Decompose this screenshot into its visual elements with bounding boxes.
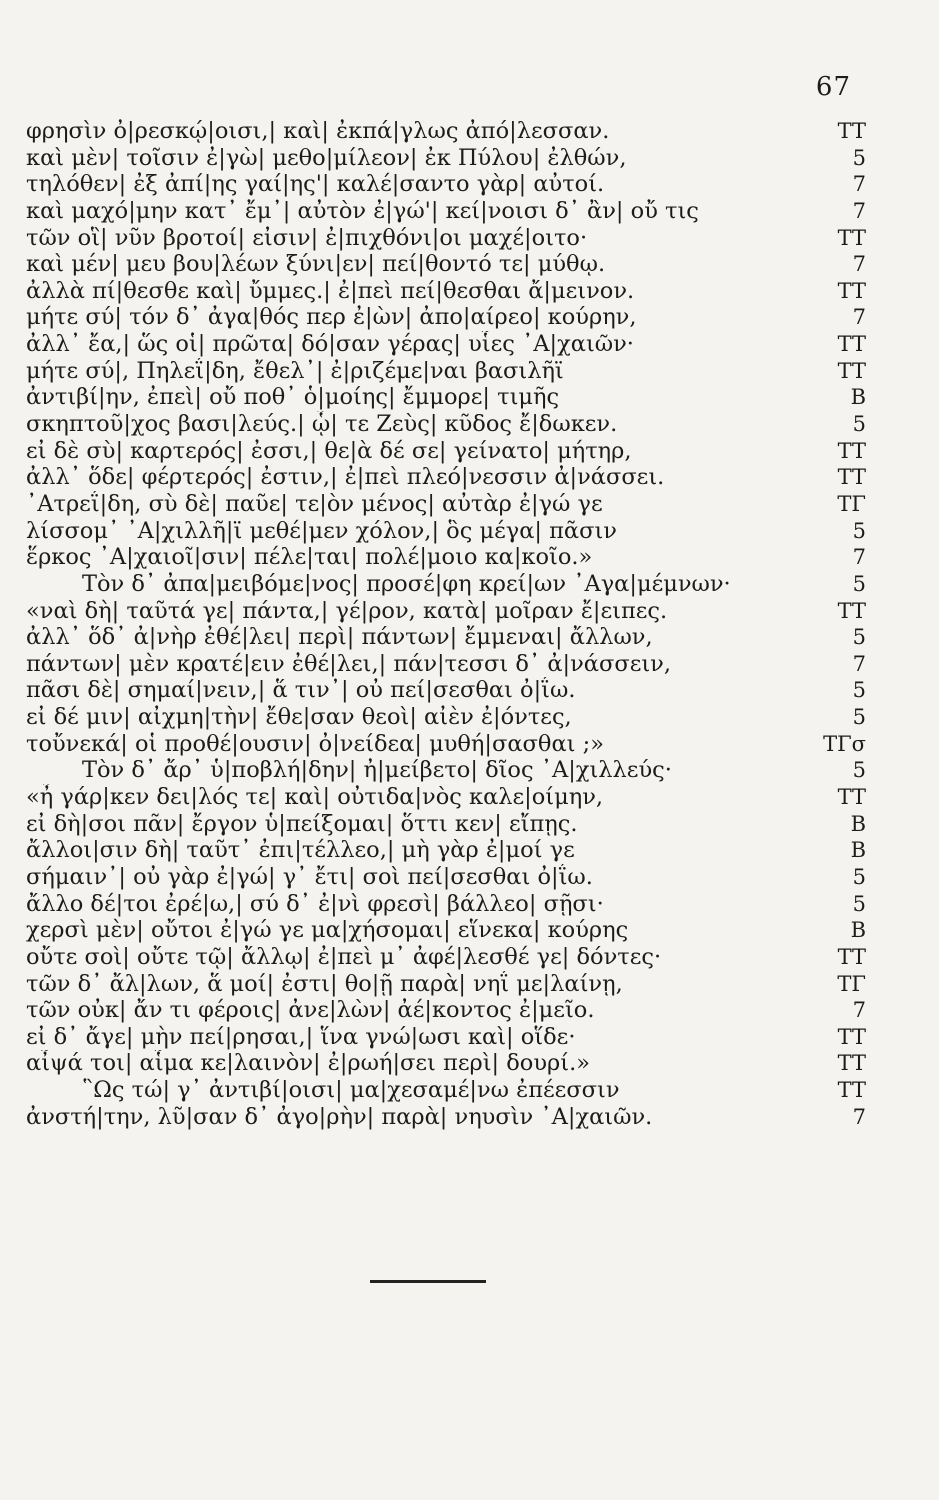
metrical-mark: TT [837,225,866,250]
verse-text: εἰ δέ μιν| αἰχμη|τὴν| ἔθε|σαν θεοὶ| αἰὲν ἐ|όντες, [26,704,572,731]
metrical-mark: 7 [852,1104,866,1129]
metrical-mark: TT [837,944,866,969]
verse-line [26,997,866,1024]
verse-text: εἰ δ᾽ ἄγε| μὴν πεί|ρησαι,| ἵνα γνώ|ωσι καὶ| οἵδε· [26,1023,576,1050]
metrical-mark: 5 [852,678,866,703]
metrical-mark: TT [837,278,866,303]
metrical-mark: B [850,918,866,943]
verse-text: καὶ μέν| μευ βου|λέων ξύνι|εν| πεί|θοντό τε| μύθῳ. [26,251,606,278]
verse-line [26,145,866,172]
page-number: 67 [815,72,851,102]
verse-text: καὶ μαχό|μην κατ᾽ ἔμ᾽| αὐτὸν ἐ|γώ'| κεί|νοισι δ᾽ ἂν| οὔ τις [26,197,699,224]
verse-line [26,1050,866,1077]
verse-line [26,464,866,491]
verse-text: ἀλλ᾽ ὅδε| φέρτερός| ἐστιν,| ἐ|πεὶ πλεό|νεσσιν ἀ|νάσσει. [26,464,665,491]
verse-line [26,278,866,305]
verse-block [26,118,866,1130]
verse-line [26,491,866,518]
verse-line [26,518,866,545]
metrical-mark: TT [837,1078,866,1103]
metrical-mark: TT [837,332,866,357]
metrical-mark: 5 [852,625,866,650]
verse-text: τοὔνεκά| οἱ προθέ|ουσιν| ὀ|νείδεα| μυθή|σασθαι ;» [26,730,604,757]
verse-line [26,118,866,145]
verse-text: τηλόθεν| ἐξ ἀπί|ης γαί|ης'| καλέ|σαντο γὰρ| αὐτοί. [26,171,605,198]
verse-line [26,1077,866,1104]
verse-text: χερσὶ μὲν| οὔτοι ἐ|γώ γε μα|χήσομαι| εἵνεκα| κούρης [26,917,629,944]
metrical-mark: TT [837,438,866,463]
metrical-mark: B [850,811,866,836]
verse-text: ᾽Ατρεΐ|δη, σὺ δὲ| παῦε| τε|ὸν μένος| αὐτὰρ ἐ|γώ γε [26,490,603,517]
verse-text: εἰ δὲ σὺ| καρτερός| ἐσσι,| θε|ὰ δέ σε| γείνατο| μήτηρ, [26,437,632,464]
verse-line [26,171,866,198]
verse-text: τῶν οὐκ| ἄν τι φέροις| ἀνε|λὼν| ἀέ|κοντος ἐ|μεῖο. [26,997,595,1024]
metrical-mark: 5 [852,891,866,916]
verse-text: Τὸν δ᾽ ἀπα|μειβόμε|νος| προσέ|φη κρεί|ων ᾽Αγα|μέμνων· [82,570,731,597]
verse-text: μήτε σύ|, Πηλεΐ|δη, ἔθελ᾽| ἐ|ριζέμε|ναι βασιλῆϊ [26,357,564,384]
verse-text: σκηπτοῦ|χος βασι|λεύς.| ᾧ| τε Ζεὺς| κῦδος ἔ|δωκεν. [26,411,618,438]
metrical-mark: TT [837,1024,866,1049]
metrical-mark: 7 [852,545,866,570]
verse-line [26,438,866,465]
verse-text: τῶν οἳ| νῦν βροτοί| εἰσιν| ἐ|πιχθόνι|οι μαχέ|οιτο· [26,224,588,251]
metrical-mark: 7 [852,252,866,277]
verse-line [26,891,866,918]
metrical-mark: TT [837,785,866,810]
verse-line [26,598,866,625]
verse-line [26,384,866,411]
verse-text: ἀλλ᾽ ὅδ᾽ ἀ|νὴρ ἐθέ|λει| περὶ| πάντων| ἔμμεναι| ἄλλων, [26,624,653,651]
verse-text: ἄλλο δέ|τοι ἐρέ|ω,| σύ δ᾽ ἐ|νὶ φρεσὶ| βάλλεο| σῇσι· [26,890,604,917]
verse-text: ἀνστή|την, λῦ|σαν δ᾽ ἀγο|ρὴν| παρὰ| νηυσὶν ᾽Α|χαιῶν. [26,1103,653,1130]
verse-line [26,1024,866,1051]
verse-line [26,837,866,864]
verse-text: τῶν δ᾽ ἄλ|λων, ἅ μοί| ἐστι| θο|ῇ παρὰ| νηΐ με|λαίνῃ, [26,970,623,997]
verse-text: Τὸν δ᾽ ἄρ᾽ ὑ|ποβλή|δην| ἠ|μείβετο| δῖος ᾽Α|χιλλεύς· [82,757,672,784]
verse-text: ἀλλὰ πί|θεσθε καὶ| ὔμμες.| ἐ|πεὶ πεί|θεσθαι ἄ|μεινον. [26,277,635,304]
verse-line [26,971,866,998]
metrical-mark: TT [837,358,866,383]
verse-line [26,731,866,758]
verse-line [26,784,866,811]
verse-text: ἀλλ᾽ ἔα,| ὥς οἱ| πρῶτα| δό|σαν γέρας| υἷες ᾽Α|χαιῶν· [26,331,634,358]
metrical-mark: TT [837,465,866,490]
metrical-mark: B [850,838,866,863]
verse-line [26,198,866,225]
metrical-mark: TT [837,119,866,143]
metrical-mark: TΓ [837,971,866,996]
metrical-mark: 5 [852,705,866,730]
metrical-mark: 5 [852,758,866,783]
verse-line [26,944,866,971]
section-rule [370,1280,486,1283]
verse-line [26,624,866,651]
verse-line [26,757,866,784]
metrical-mark: 5 [852,571,866,596]
verse-text: οὔτε σοὶ| οὔτε τῷ| ἄλλῳ| ἐ|πεὶ μ᾽ ἀφέ|λεσθέ γε| δόντες· [26,943,662,970]
verse-text: ῝Ως τώ| γ᾽ ἀντιβί|οισι| μα|χεσαμέ|νω ἐπέεσσιν [82,1077,620,1104]
verse-text: πάντων| μὲν κρατέ|ειν ἐθέ|λει,| πάν|τεσσι δ᾽ ἀ|νάσσειν, [26,650,672,677]
metrical-mark: 7 [852,172,866,197]
metrical-mark: 7 [852,651,866,676]
verse-text: φρησὶν ὀ|ρεσκῴ|οισι,| καὶ| ἐκπά|γλως ἀπό|λεσσαν. [26,118,610,144]
verse-text: εἰ δὴ|σοι πᾶν| ἔργον ὑ|πείξομαι| ὅττι κεν| εἴπῃς. [26,810,578,837]
verse-text: ἀντιβί|ην, ἐπεὶ| οὔ ποθ᾽ ὁ|μοίης| ἔμμορε| τιμῆς [26,384,560,411]
metrical-mark: 5 [852,412,866,437]
verse-line [26,331,866,358]
metrical-mark: TT [837,598,866,623]
verse-line [26,411,866,438]
verse-line [26,864,866,891]
verse-line [26,304,866,331]
verse-line [26,704,866,731]
metrical-mark: 5 [852,145,866,170]
verse-text: μήτε σύ| τόν δ᾽ ἀγα|θός περ ἐ|ὼν| ἀπο|αίρεο| κούρην, [26,304,637,331]
verse-line [26,677,866,704]
verse-text: λίσσομ᾽ ᾽Α|χιλλῆ|ϊ μεθέ|μεν χόλον,| ὃς μέγα| πᾶσιν [26,517,617,544]
verse-line [26,225,866,252]
verse-text: αἶψά τοι| αἷμα κε|λαινὸν| ἐ|ρωή|σει περὶ| δουρί.» [26,1050,590,1077]
verse-text: σήμαιν᾽| οὐ γὰρ ἐ|γώ| γ᾽ ἔτι| σοὶ πεί|σεσθαι ὀ|ΐω. [26,863,593,890]
metrical-mark: 7 [852,198,866,223]
metrical-mark: B [850,385,866,410]
verse-line [26,544,866,571]
metrical-mark: 5 [852,518,866,543]
metrical-mark: 5 [852,864,866,889]
verse-line [26,1104,866,1131]
verse-line [26,251,866,278]
verse-line [26,811,866,838]
metrical-mark: 7 [852,998,866,1023]
verse-text: «ἦ γάρ|κεν δει|λός τε| καὶ| οὐτιδα|νὸς καλε|οίμην, [26,784,604,811]
metrical-mark: TΓσ [823,731,866,756]
metrical-mark: 7 [852,305,866,330]
verse-text: ἄλλοι|σιν δὴ| ταῦτ᾽ ἐπι|τέλλεο,| μὴ γὰρ ἐ|μοί γε [26,837,575,864]
verse-text: «ναὶ δὴ| ταῦτά γε| πάντα,| γέ|ρον, κατὰ| μοῖραν ἔ|ειπες. [26,597,668,624]
verse-line [26,917,866,944]
verse-text: πᾶσι δὲ| σημαί|νειν,| ἅ τιν᾽| οὐ πεί|σεσθαι ὀ|ΐω. [26,677,576,704]
verse-line [26,571,866,598]
verse-line [26,651,866,678]
verse-text: καὶ μὲν| τοῖσιν ἐ|γὼ| μεθο|μίλεον| ἐκ Πύλου| ἐλθών, [26,144,627,171]
metrical-mark: TΓ [837,491,866,516]
verse-text: ἕρκος ᾽Α|χαιοῖ|σιν| πέλε|ται| πολέ|μοιο κα|κοῖο.» [26,544,593,571]
metrical-mark: TT [837,1051,866,1076]
verse-line [26,358,866,385]
